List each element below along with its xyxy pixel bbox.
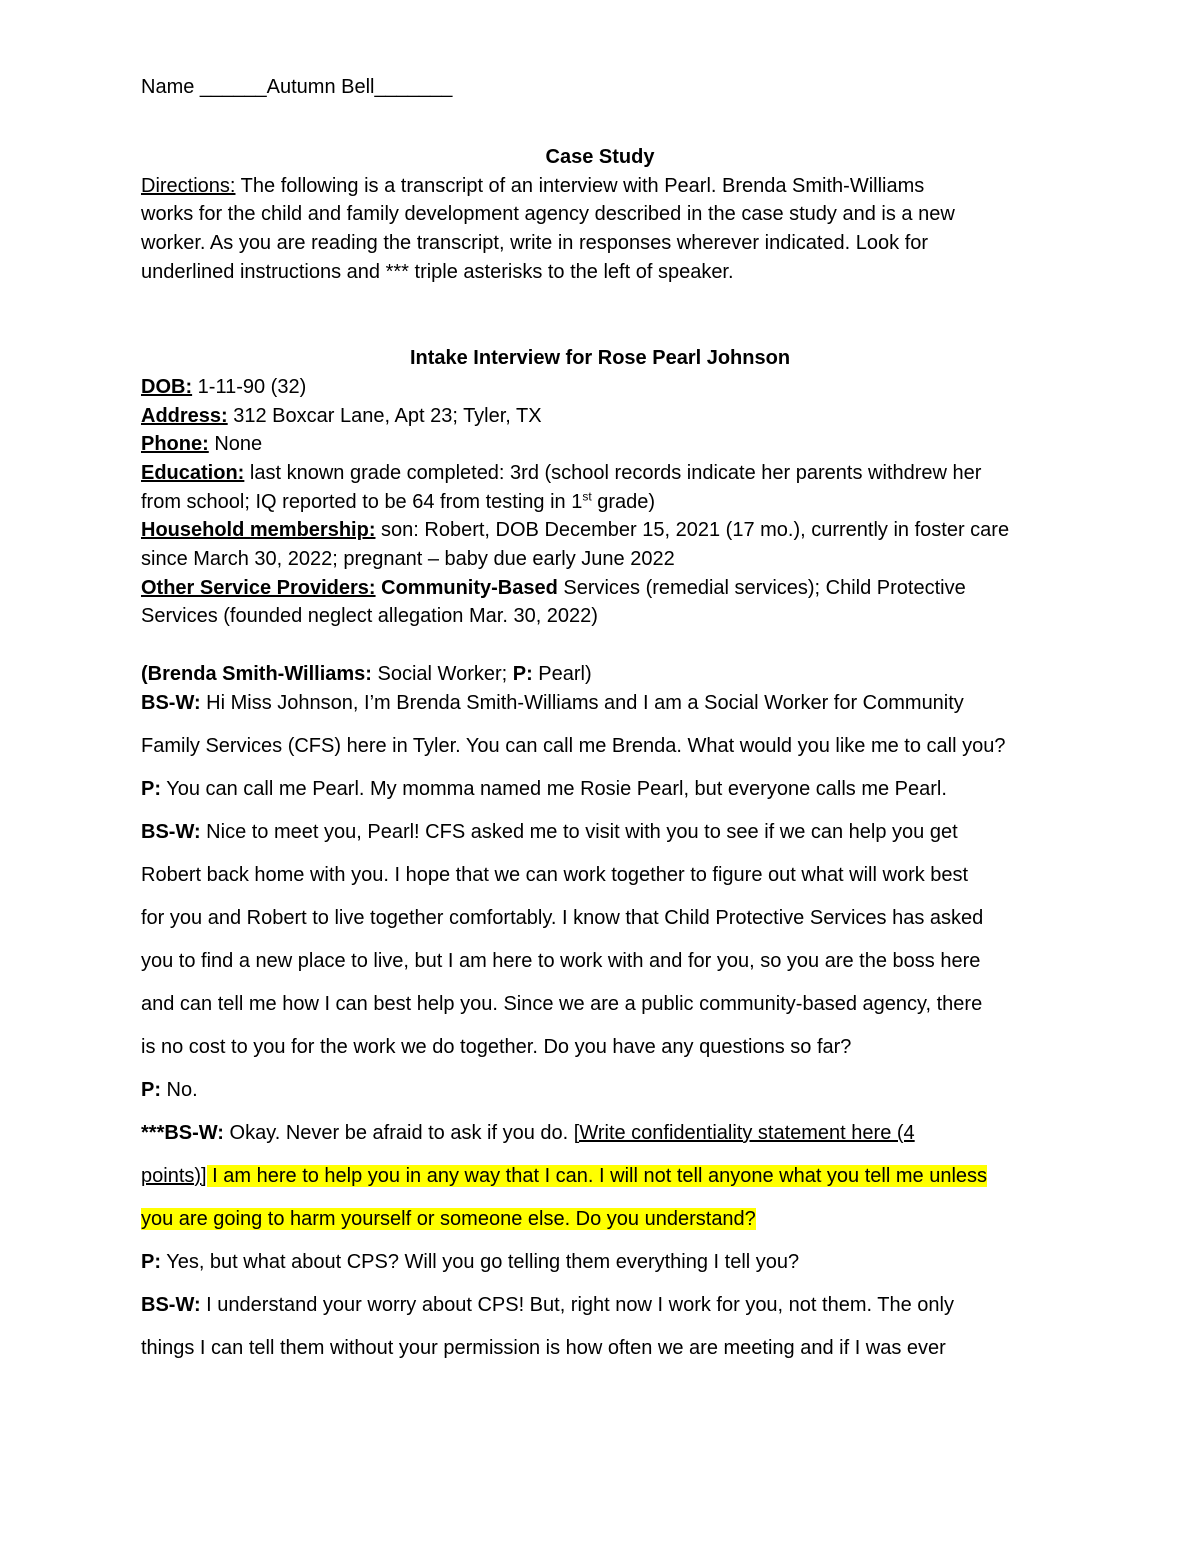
directions-line-1 [141, 174, 924, 198]
speaker-legend [141, 662, 592, 686]
household-line-1 [141, 518, 1009, 542]
providers-bold: Community-Based [375, 577, 558, 599]
providers-line-1 [141, 576, 966, 600]
directions-text-1: The following is a transcript of an interview with Pearl. Brenda Smith-Williams [235, 175, 925, 197]
education-text-2b: grade) [591, 491, 656, 513]
education-label: Education: [141, 462, 245, 484]
transcript-line-1 [141, 691, 964, 715]
transcript-line-13 [141, 1207, 756, 1231]
transcript-text: Yes, but what about CPS? Will you go telling them everything I tell you? [161, 1251, 800, 1273]
instruction-underlined: [Write confidentiality statement here (4 [573, 1122, 915, 1144]
dob-label: DOB: [141, 376, 193, 398]
dob-line [141, 375, 306, 399]
name-trail: _______ [374, 76, 453, 98]
household-label: Household membership: [141, 519, 376, 541]
phone-line [141, 432, 262, 456]
transcript-text: Hi Miss Johnson, I’m Brenda Smith-Williams and I am a Social Worker for Community [200, 692, 964, 714]
name-label: Name ______ [141, 76, 267, 98]
speaker-bsw: BS-W: [141, 692, 201, 714]
speaker-p: P: [141, 778, 161, 800]
directions-line-4: underlined instructions and *** triple asterisks to the left of speaker. [141, 261, 734, 283]
directions-line-2: works for the child and family development agency described in the case study and is a new [141, 203, 955, 225]
transcript-line-3 [141, 777, 947, 801]
speaker-p: P: [141, 1251, 161, 1273]
transcript-text: You can call me Pearl. My momma named me Rosie Pearl, but everyone calls me Pearl. [161, 778, 947, 800]
speaker-bsw-starred: ***BS-W: [141, 1122, 224, 1144]
transcript-line-16: things I can tell them without your permission is how often we are meeting and if I was ever [141, 1337, 946, 1359]
highlighted-response: you are going to harm yourself or someone else. Do you understand? [141, 1208, 756, 1230]
transcript-line-12 [141, 1164, 987, 1188]
transcript-line-8: and can tell me how I can best help you. Since we are a public community-based agency, there [141, 993, 983, 1015]
transcript-line-7: you to find a new place to live, but I am here to work with and for you, so you are the boss here [141, 950, 981, 972]
address-label: Address: [141, 405, 228, 427]
transcript-text: Okay. Never be afraid to ask if you do. [223, 1122, 574, 1144]
transcript-text: Nice to meet you, Pearl! CFS asked me to visit with you to see if we can help you get [200, 821, 958, 843]
phone-label: Phone: [141, 433, 209, 455]
transcript-line-11 [141, 1121, 915, 1145]
name-value: Autumn Bell [266, 76, 375, 98]
page-title: Case Study [545, 146, 655, 168]
transcript-line-15 [141, 1293, 954, 1317]
legend-pearl: Pearl) [532, 663, 592, 685]
directions-label: Directions: [141, 175, 236, 197]
intake-title: Intake Interview for Rose Pearl Johnson [409, 347, 791, 369]
speaker-p: P: [141, 1079, 161, 1101]
speaker-bsw: BS-W: [141, 821, 201, 843]
directions-line-3: worker. As you are reading the transcript, write in responses wherever indicated. Look for [141, 232, 929, 254]
household-text-1: son: Robert, DOB December 15, 2021 (17 mo.), currently in foster care [375, 519, 1010, 541]
phone-value: None [208, 433, 263, 455]
transcript-line-9: is no cost to you for the work we do together. Do you have any questions so far? [141, 1036, 852, 1058]
transcript-line-6: for you and Robert to live together comfortably. I know that Child Protective Services has asked [141, 907, 984, 929]
transcript-text: I understand your worry about CPS! But, right now I work for you, not them. The only [200, 1294, 954, 1316]
address-line [141, 404, 542, 428]
providers-line-2: Services (founded neglect allegation Mar. 30, 2022) [141, 605, 598, 627]
providers-label: Other Service Providers: [141, 577, 376, 599]
providers-text-1: Services (remedial services); Child Protective [557, 577, 966, 599]
education-line-1 [141, 461, 981, 485]
household-line-2: since March 30, 2022; pregnant – baby due early June 2022 [141, 548, 675, 570]
transcript-line-2: Family Services (CFS) here in Tyler. You can call me Brenda. What would you like me to call you? [141, 735, 1006, 757]
address-value: 312 Boxcar Lane, Apt 23; Tyler, TX [227, 405, 542, 427]
highlighted-response: I am here to help you in any way that I can. I will not tell anyone what you tell me unless [206, 1165, 988, 1187]
instruction-underlined: points)] [141, 1165, 207, 1187]
transcript-line-10 [141, 1078, 198, 1102]
legend-p: P: [512, 663, 533, 685]
education-text-2a: from school; IQ reported to be 64 from testing in 1 [141, 491, 583, 513]
speaker-bsw: BS-W: [141, 1294, 201, 1316]
education-line-2 [141, 490, 655, 514]
transcript-text: No. [161, 1079, 198, 1101]
dob-value: 1-11-90 (32) [192, 376, 307, 398]
education-text-1: last known grade completed: 3rd (school records indicate her parents withdrew her [244, 462, 982, 484]
transcript-line-14 [141, 1250, 799, 1274]
transcript-line-5: Robert back home with you. I hope that we can work together to figure out what will work best [141, 864, 969, 886]
name-line [141, 75, 452, 99]
legend-open: (Brenda Smith-Williams: [141, 663, 372, 685]
transcript-line-4 [141, 820, 958, 844]
legend-sw: Social Worker; [371, 663, 513, 685]
education-superscript: st [582, 489, 592, 504]
